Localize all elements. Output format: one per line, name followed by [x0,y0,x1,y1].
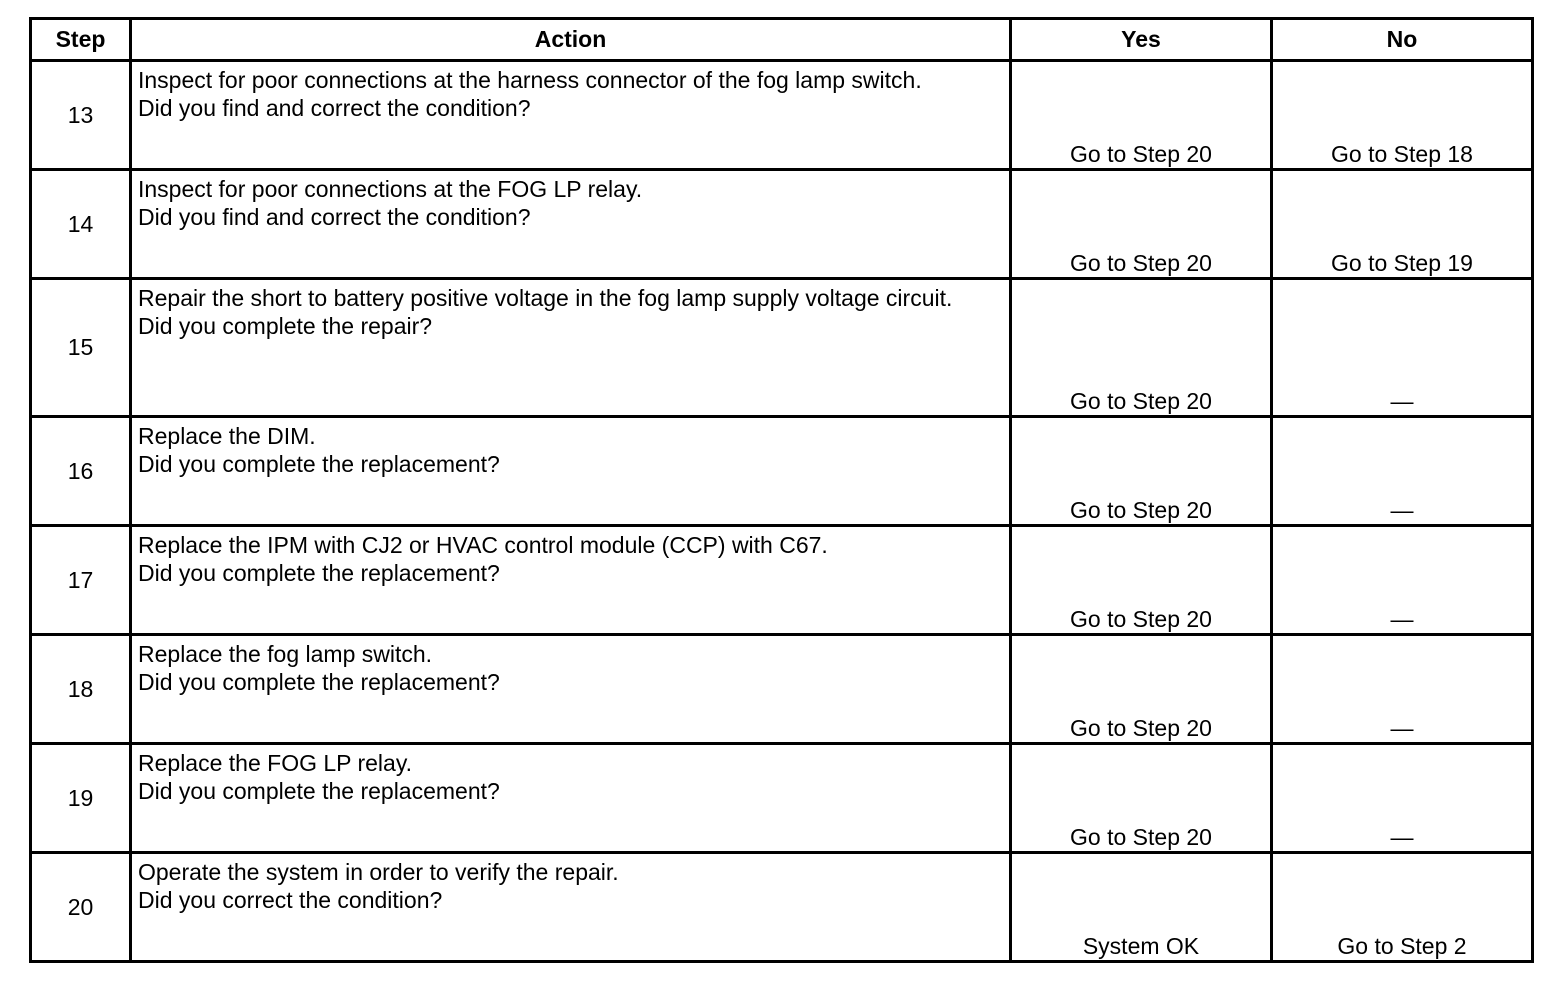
action-text: Replace the fog lamp switch. [138,641,433,667]
action-cell [131,853,1011,962]
action-text: Inspect for poor connections at the FOG LP relay. [138,176,643,202]
no-result: Go to Step 18 [1272,61,1533,170]
header-no: No [1272,19,1533,61]
action-cell [131,526,1011,635]
action-question: Did you complete the replacement? [138,669,500,695]
yes-result: System OK [1011,853,1272,962]
action-text: Operate the system in order to verify the repair. [138,859,619,885]
table-row [31,526,1533,635]
action-cell [131,417,1011,526]
diagnostic-steps-table [29,17,1534,963]
step-number: 18 [31,635,131,744]
action-question: Did you complete the replacement? [138,560,500,586]
action-question: Did you find and correct the condition? [138,204,531,230]
action-question: Did you find and correct the condition? [138,95,531,121]
header-action: Action [131,19,1011,61]
action-cell [131,61,1011,170]
action-cell [131,635,1011,744]
no-result: — [1272,417,1533,526]
table-row [31,853,1533,962]
action-text: Replace the DIM. [138,423,316,449]
no-result: — [1272,744,1533,853]
action-question: Did you correct the condition? [138,887,443,913]
step-number: 20 [31,853,131,962]
table-row [31,635,1533,744]
table-row [31,279,1533,417]
step-number: 15 [31,279,131,417]
no-result: — [1272,635,1533,744]
table-row [31,744,1533,853]
table-row [31,61,1533,170]
yes-result: Go to Step 20 [1011,61,1272,170]
header-yes: Yes [1011,19,1272,61]
step-number: 19 [31,744,131,853]
yes-result: Go to Step 20 [1011,279,1272,417]
action-text: Replace the FOG LP relay. [138,750,413,776]
no-result: Go to Step 19 [1272,170,1533,279]
action-text: Inspect for poor connections at the harness connector of the fog lamp switch. [138,67,922,93]
step-number: 13 [31,61,131,170]
action-cell [131,279,1011,417]
action-text: Repair the short to battery positive voltage in the fog lamp supply voltage circuit. [138,285,953,311]
action-question: Did you complete the replacement? [138,451,500,477]
action-question: Did you complete the repair? [138,313,433,339]
header-step: Step [31,19,131,61]
action-cell [131,170,1011,279]
action-question: Did you complete the replacement? [138,778,500,804]
step-number: 16 [31,417,131,526]
step-number: 14 [31,170,131,279]
action-text: Replace the IPM with CJ2 or HVAC control module (CCP) with C67. [138,532,828,558]
header-row [31,19,1533,61]
action-cell [131,744,1011,853]
yes-result: Go to Step 20 [1011,417,1272,526]
no-result: Go to Step 2 [1272,853,1533,962]
yes-result: Go to Step 20 [1011,635,1272,744]
table-row [31,417,1533,526]
no-result: — [1272,526,1533,635]
yes-result: Go to Step 20 [1011,744,1272,853]
table-row [31,170,1533,279]
step-number: 17 [31,526,131,635]
yes-result: Go to Step 20 [1011,170,1272,279]
yes-result: Go to Step 20 [1011,526,1272,635]
no-result: — [1272,279,1533,417]
